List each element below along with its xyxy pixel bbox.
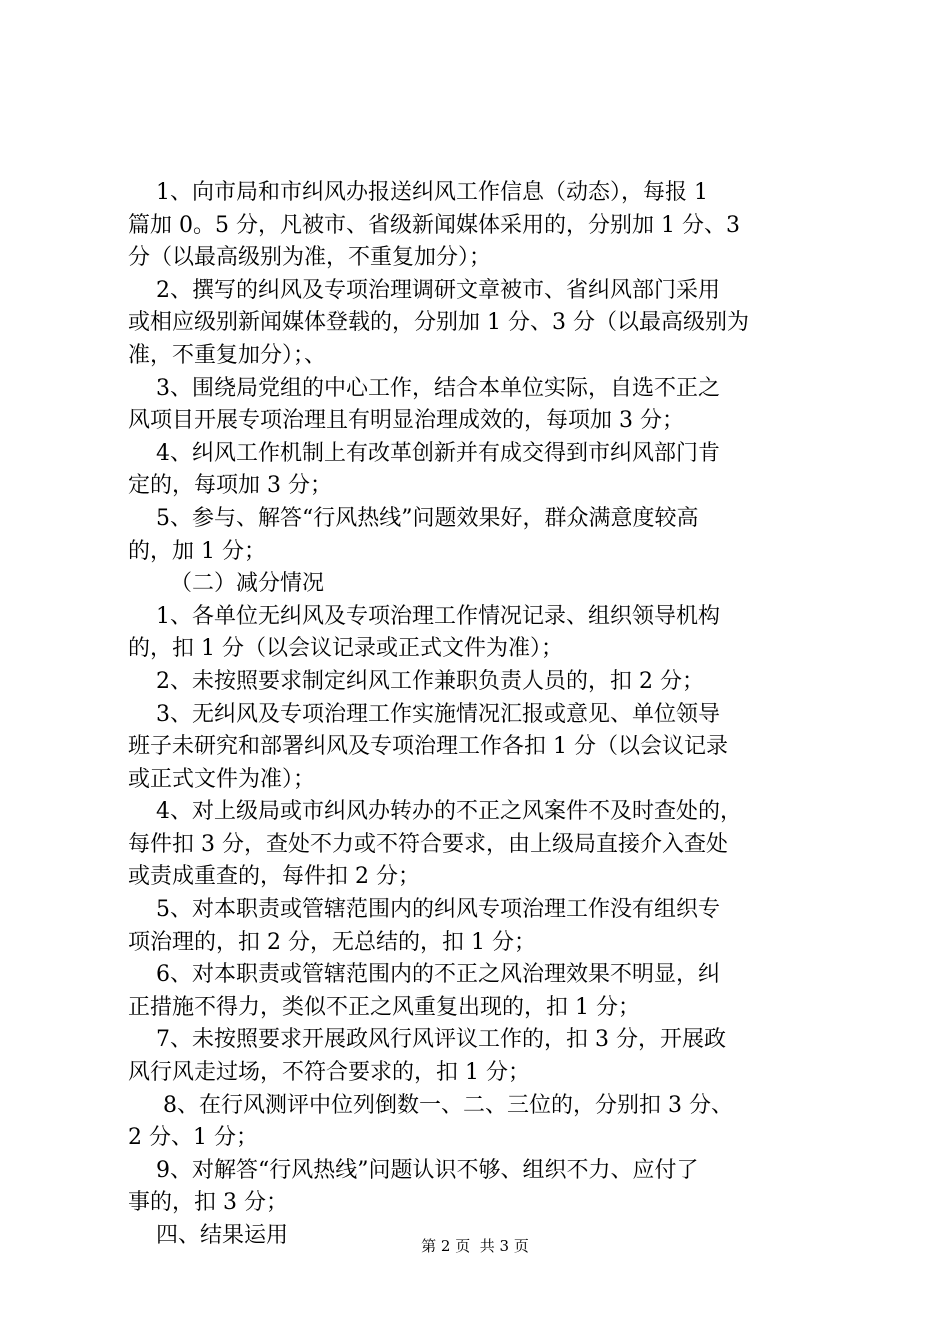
text-line: 或相应级别新闻媒体登载的，分别加 1 分、3 分（以最高级别为: [128, 310, 749, 336]
text-line: 7、未按照要求开展政风行风评议工作的，扣 3 分，开展政: [128, 1027, 726, 1053]
text-line: 项治理的，扣 2 分，无总结的，扣 1 分；: [128, 929, 536, 955]
text-line: 4、对上级局或市纠风办转办的不正之风案件不及时查处的，: [128, 799, 742, 825]
text-line: 的，扣 1 分（以会议记录或正式文件为准）；: [128, 636, 563, 662]
text-line: （二）减分情况: [128, 571, 324, 597]
text-line: 篇加 0。5 分，凡被市、省级新闻媒体采用的，分别加 1 分、3: [128, 212, 740, 238]
text-line: 2、撰写的纠风及专项治理调研文章被市、省纠风部门采用: [128, 277, 720, 303]
page-footer: 第 2 页 共 3 页: [421, 1237, 529, 1255]
text-line: 事的，扣 3 分；: [128, 1190, 288, 1216]
text-line: 3、无纠风及专项治理工作实施情况汇报或意见、单位领导: [128, 701, 720, 727]
text-line: 6、对本职责或管辖范围内的不正之风治理效果不明显，纠: [128, 962, 720, 988]
text-line: 1、向市局和市纠风办报送纠风工作信息（动态），每报 1: [128, 180, 708, 205]
text-line: 9、对解答“行风热线”问题认识不够、组织不力、应付了: [128, 1157, 699, 1183]
text-line: 风项目开展专项治理且有明显治理成效的，每项加 3 分；: [128, 408, 684, 434]
text-line: 4、纠风工作机制上有改革创新并有成交得到市纠风部门肯: [128, 440, 720, 466]
text-line: 风行风走过场，不符合要求的，扣 1 分；: [128, 1060, 530, 1086]
text-line: 分（以最高级别为准，不重复加分）；: [128, 245, 492, 271]
text-line: 或正式文件为准）；: [128, 766, 316, 792]
text-line: 的，加 1 分；: [128, 538, 266, 564]
text-line: 5、对本职责或管辖范围内的纠风专项治理工作没有组织专: [128, 897, 720, 923]
text-line: 5、参与、解答“行风热线”问题效果好，群众满意度较高: [128, 505, 699, 531]
text-line: 1、各单位无纠风及专项治理工作情况记录、组织领导机构: [128, 603, 720, 629]
text-line: 定的，每项加 3 分；: [128, 473, 332, 499]
text-line: 2 分、1 分；: [128, 1125, 258, 1151]
text-line: 3、围绕局党组的中心工作，结合本单位实际，自选不正之: [128, 375, 720, 401]
text-line: 每件扣 3 分，查处不力或不符合要求，由上级局直接介入查处: [128, 831, 728, 857]
text-line: 8、在行风测评中位列倒数一、二、三位的，分别扣 3 分、: [128, 1092, 733, 1118]
text-line: 或责成重查的，每件扣 2 分；: [128, 864, 420, 890]
text-line: 班子未研究和部署纠风及专项治理工作各扣 1 分（以会议记录: [128, 734, 728, 760]
text-line: 四、结果运用: [128, 1223, 288, 1248]
document-body: [128, 177, 840, 1253]
text-line: 正措施不得力，类似不正之风重复出现的，扣 1 分；: [128, 994, 640, 1020]
text-line: 2、未按照要求制定纠风工作兼职负责人员的，扣 2 分；: [128, 668, 704, 694]
text-line: 准，不重复加分）；、: [128, 342, 327, 368]
